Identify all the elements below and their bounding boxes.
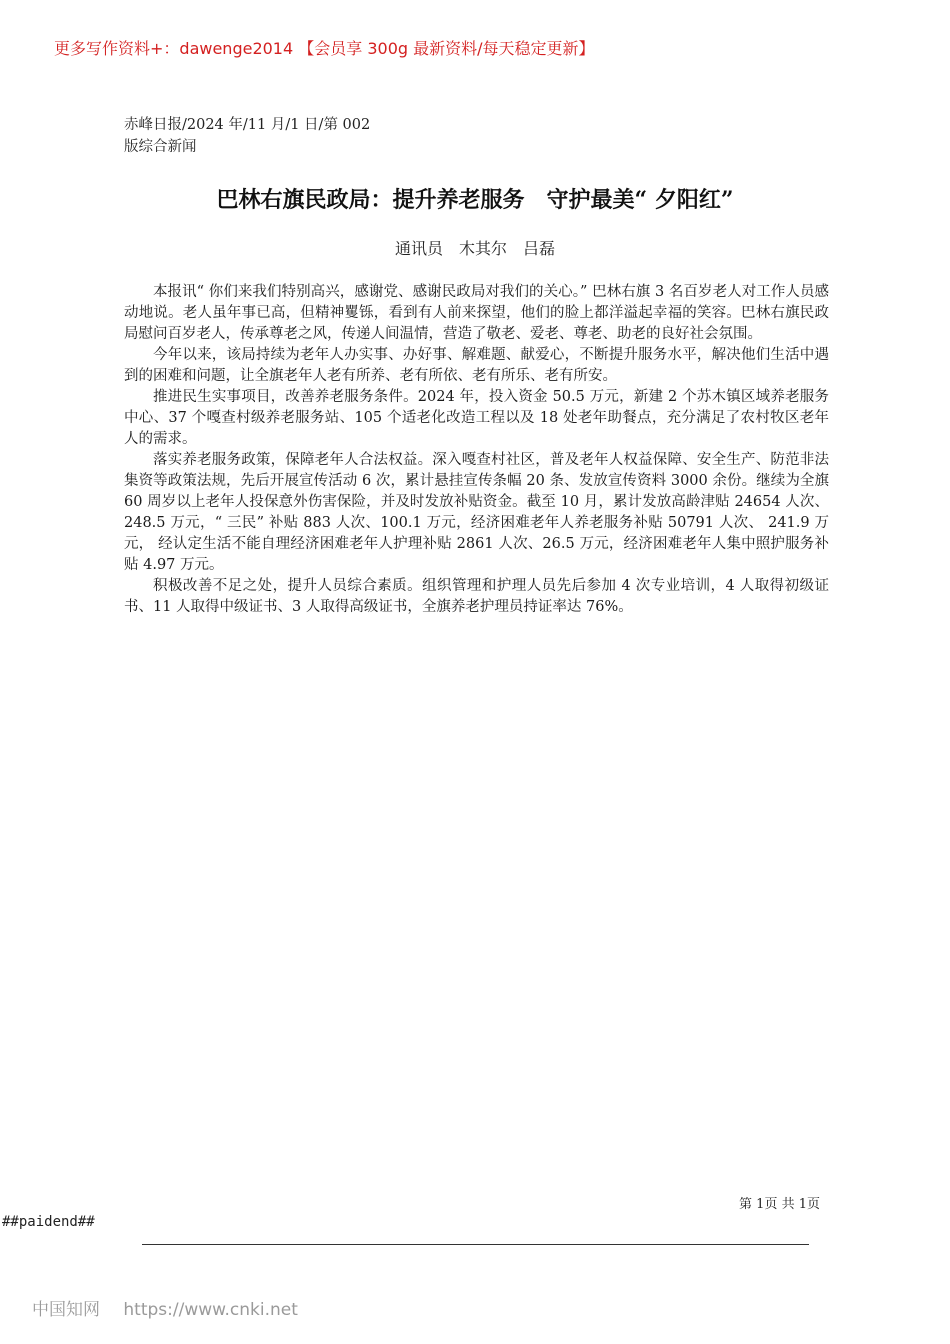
article-title: 巴林右旗民政局：提升养老服务 守护最美“ 夕阳红” — [216, 187, 734, 213]
promo-banner: 更多写作资料+：dawenge2014 【会员享 300g 最新资料/每天稳定更新】 — [54, 39, 595, 58]
cnki-url-link[interactable]: https://www.cnki.net — [123, 1300, 298, 1320]
article-paragraph: 推进民生实事项目，改善养老服务条件。2024 年，投入资金 50.5 万元，新建 2 个苏木镇区域养老服务中心、37 个嘎查村级养老服务站、105 个适老化改造工程以及 18 处老年助餐点，充分满足了农村牧区老年人的需求。 — [124, 389, 829, 447]
article-source — [124, 114, 424, 158]
article-paragraph: 今年以来，该局持续为老年人办实事、办好事、解难题、献爱心，不断提升服务水平，解决他们生活中遇到的困难和问题，让全旗老年人老有所养、老有所依、老有所乐、老有所安。 — [124, 347, 829, 384]
article-paragraph: 本报讯“ 你们来我们特别高兴，感谢党、感谢民政局对我们的关心。” 巴林右旗 3 名百岁老人对工作人员感动地说。老人虽年事已高，但精神矍铄，看到有人前来探望，他们的脸上都洋溢起幸福的笑容。巴林右旗民政局慰问百岁老人，传承尊老之风，传递人间温情，营造了敬老、爱老、尊老、助老的良好社会氛围。 — [124, 284, 829, 342]
source-line-2: 版综合新闻 — [124, 139, 197, 155]
paidend-marker: ##paidend## — [2, 1214, 95, 1230]
source-line-1: 赤峰日报/2024 年/11 月/1 日/第 002 — [124, 117, 371, 133]
article-paragraph: 积极改善不足之处，提升人员综合素质。组织管理和护理人员先后参加 4 次专业培训，4 人取得初级证书、11 人取得中级证书、3 人取得高级证书，全旗养老护理员持证率达 76%。 — [124, 578, 829, 615]
cnki-brand: 中国知网 — [32, 1300, 100, 1320]
footer-divider — [142, 1244, 809, 1245]
article-body — [124, 282, 829, 618]
article-paragraph: 落实养老服务政策，保障老年人合法权益。深入嘎查村社区，普及老年人权益保障、安全生产、防范非法集资等政策法规，先后开展宣传活动 6 次，累计悬挂宣传条幅 20 条、发放宣传资料 3000 余份。继续为全旗 60 周岁以上老年人投保意外伤害保险，并及时发放补贴资金。截至 10 月，累计发放高龄津贴 24654 人次、248.5 万元，“ 三民” 补贴 883 人次、100.1 万元，经济困难老年人养老服务补贴 50791 人次、 241.9 万元， 经认定生活不能自理经济困难老年人护理补贴 2861 人次、26.5 万元，经济困难老年人集中照护服务补贴 4.97 万元。 — [124, 452, 829, 573]
cnki-footer — [32, 1295, 298, 1320]
page-number: 第 1页 共 1页 — [739, 1197, 820, 1212]
article-byline: 通讯员 木其尔 吕磊 — [394, 239, 555, 258]
